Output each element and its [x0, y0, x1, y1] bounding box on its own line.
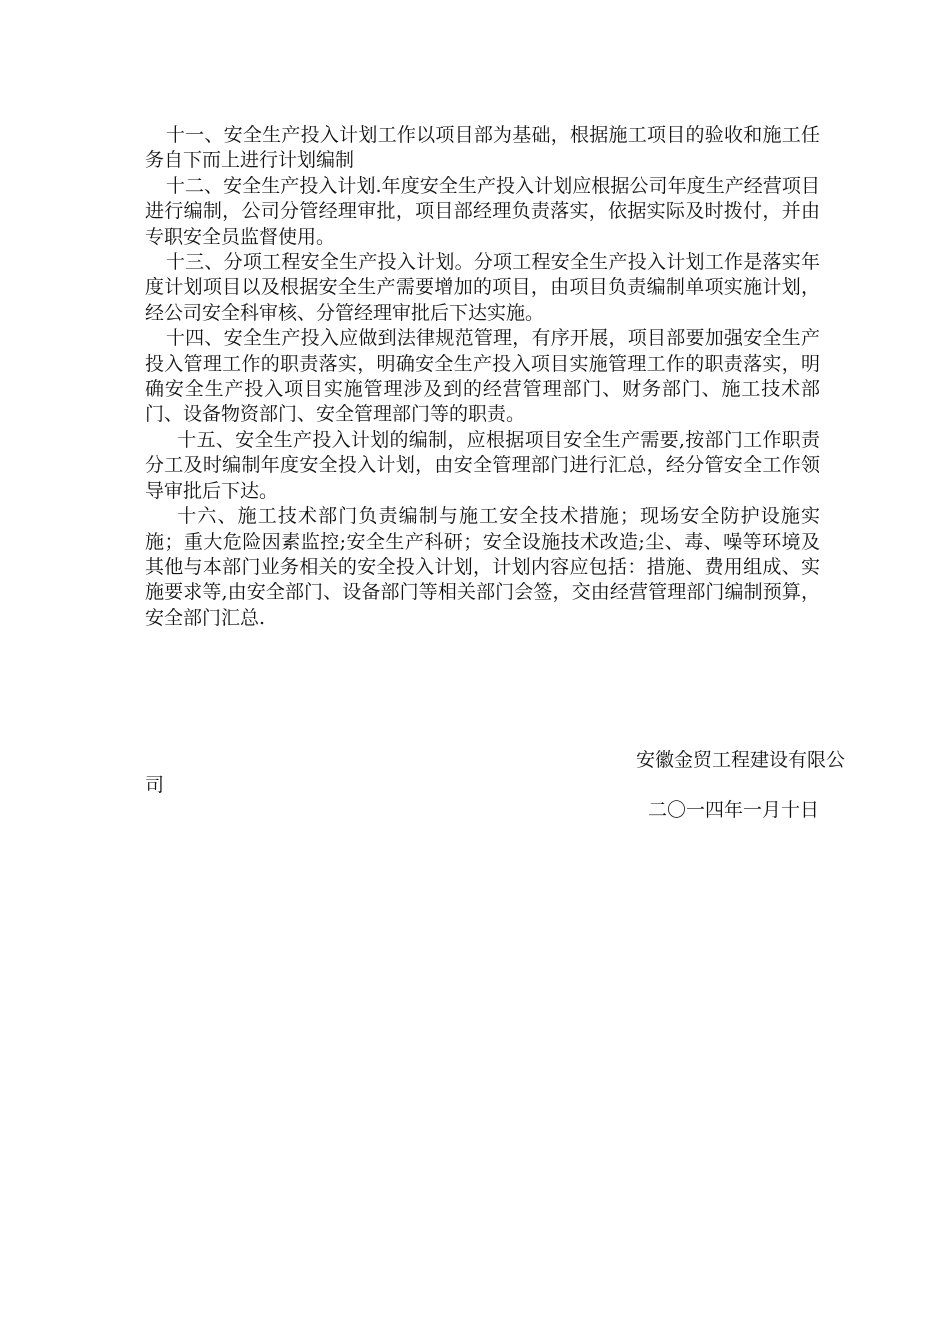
paragraph-11: 十一、安全生产投入计划工作以项目部为基础，根据施工项目的验收和施工任务自下而上进行计划编制 — [145, 124, 820, 172]
signature-company-line2: 司 — [145, 774, 165, 796]
paragraph-16: 十六、施工技术部门负责编制与施工安全技术措施；现场安全防护设施实施；重大危险因素监控;安全生产科研；安全设施技术改造;尘、毒、噪等环境及其他与本部门业务相关的安全投入计划，计划内容应包括：措施、费用组成、实施要求等,由安全部门、设备部门等相关部门会签，交由经营管理部门编制预算，安全部门汇总. — [145, 505, 820, 629]
signature-date: 二〇一四年一月十日 — [648, 799, 820, 821]
signature-company-line1: 安徽金贸工程建设有限公 — [636, 749, 846, 771]
document-body — [145, 123, 820, 631]
paragraph-14: 十四、安全生产投入应做到法律规范管理，有序开展，项目部要加强安全生产投入管理工作的职责落实，明确安全生产投入项目实施管理工作的职责落实，明确安全生产投入项目实施管理涉及到的经营管理部门、财务部门、施工技术部门、设备物资部门、安全管理部门等的职责。 — [145, 327, 820, 426]
paragraph-12: 十二、安全生产投入计划.年度安全生产投入计划应根据公司年度生产经营项目进行编制，公司分管经理审批，项目部经理负责落实，依据实际及时拨付，并由专职安全员监督使用。 — [145, 174, 820, 248]
paragraph-13: 十三、分项工程安全生产投入计划。分项工程安全生产投入计划工作是落实年度计划项目以及根据安全生产需要增加的项目，由项目负责编制单项实施计划，经公司安全科审核、分管经理审批后下达实施。 — [145, 251, 820, 324]
paragraph-15: 十五、安全生产投入计划的编制，应根据项目安全生产需要,按部门工作职责分工及时编制年度安全投入计划，由安全管理部门进行汇总，经分管安全工作领导审批后下达。 — [145, 428, 820, 502]
